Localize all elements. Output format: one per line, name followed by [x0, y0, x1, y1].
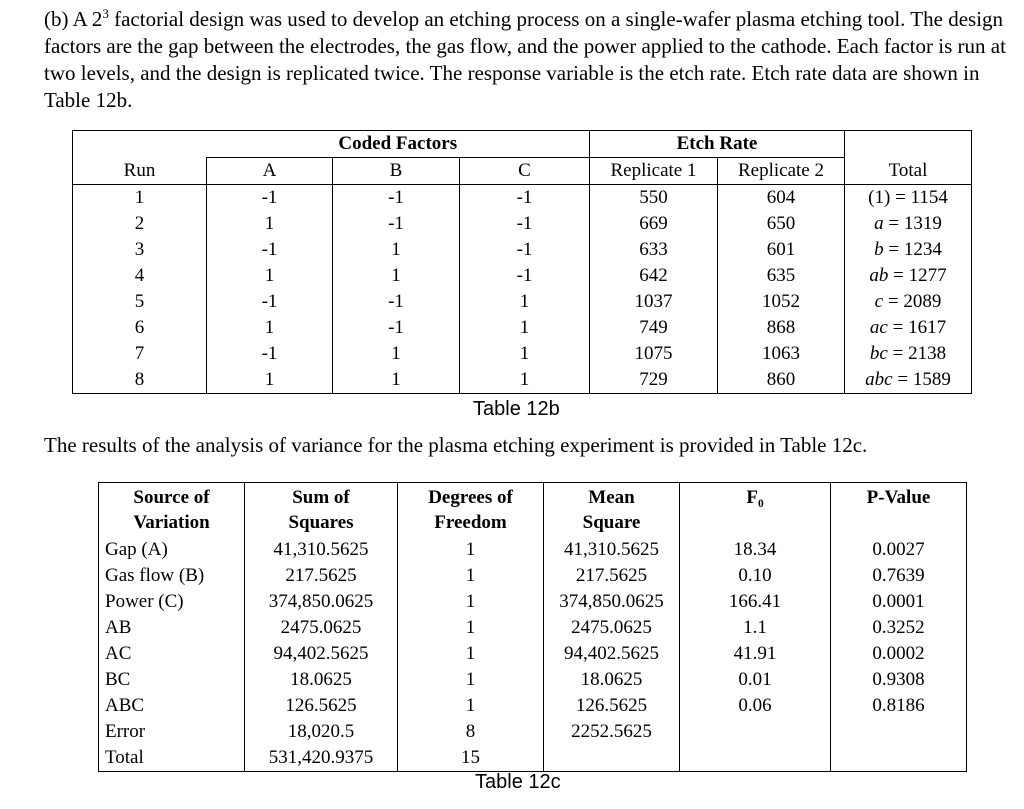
cell-b: -1 [333, 315, 460, 341]
cell-df: 1 [398, 589, 544, 615]
etch-rate-header: Etch Rate [590, 131, 845, 158]
cell-total [845, 341, 972, 367]
cell-r1: 749 [590, 315, 718, 341]
cell-b: -1 [333, 289, 460, 315]
cell-p: 0.9308 [831, 667, 967, 693]
cell-run: 5 [73, 289, 207, 315]
total-label: abc [865, 369, 893, 390]
header-f0: F₀ [680, 483, 831, 538]
cell-ss: 18,020.5 [245, 719, 398, 745]
anova-sentence: The results of the analysis of variance for the plasma etching experiment is provided in Table 12c. [44, 433, 868, 457]
cell-df: 1 [398, 641, 544, 667]
cell-r1: 1037 [590, 289, 718, 315]
cell-ms: 374,850.0625 [544, 589, 680, 615]
cell-c: 1 [460, 289, 590, 315]
cell-r2: 601 [718, 237, 845, 263]
total-label: b [874, 239, 884, 260]
cell-f: 166.41 [680, 589, 831, 615]
cell-ms: 41,310.5625 [544, 537, 680, 563]
cell-run: 2 [73, 211, 207, 237]
table-row [99, 667, 967, 693]
total-label: (1) [868, 187, 891, 208]
cell-r2: 860 [718, 367, 845, 394]
cell-a: 1 [207, 263, 333, 289]
cell-source: Gas flow (B) [99, 563, 245, 589]
cell-r1: 1075 [590, 341, 718, 367]
col-header-c: C [460, 158, 590, 185]
cell-source: Error [99, 719, 245, 745]
cell-r2: 650 [718, 211, 845, 237]
intro-superscript: 3 [102, 6, 109, 21]
header-mean-square: Mean Square [544, 483, 680, 538]
table-row [73, 315, 972, 341]
cell-df: 15 [398, 745, 544, 772]
cell-run: 8 [73, 367, 207, 394]
total-value: = 2138 [892, 343, 947, 364]
cell-c: 1 [460, 367, 590, 394]
cell-f: 1.1 [680, 615, 831, 641]
header-source: Source of Variation [99, 483, 245, 538]
table-row [73, 263, 972, 289]
cell-ms: 94,402.5625 [544, 641, 680, 667]
cell-ms [544, 745, 680, 772]
cell-source: Total [99, 745, 245, 772]
cell-total [845, 237, 972, 263]
cell-a: -1 [207, 289, 333, 315]
cell-df: 1 [398, 615, 544, 641]
cell-c: -1 [460, 263, 590, 289]
cell-df: 1 [398, 693, 544, 719]
total-label: ac [869, 317, 888, 338]
cell-r1: 642 [590, 263, 718, 289]
cell-run: 6 [73, 315, 207, 341]
cell-c: 1 [460, 315, 590, 341]
cell-r2: 1063 [718, 341, 845, 367]
total-value: = 1319 [888, 213, 942, 234]
cell-r2: 604 [718, 185, 845, 212]
table-row [73, 367, 972, 394]
total-value: = 1589 [897, 369, 951, 390]
cell-p: 0.8186 [831, 693, 967, 719]
cell-a: 1 [207, 367, 333, 394]
table-row [73, 185, 972, 212]
table-row [99, 589, 967, 615]
table-row [99, 615, 967, 641]
cell-df: 1 [398, 563, 544, 589]
col-header-replicate-1: Replicate 1 [590, 158, 718, 185]
coded-factors-header: Coded Factors [207, 131, 590, 158]
cell-a: -1 [207, 341, 333, 367]
cell-f [680, 745, 831, 772]
header-p-value: P-Value [831, 483, 967, 538]
cell-source: ABC [99, 693, 245, 719]
table-row [99, 563, 967, 589]
cell-r1: 669 [590, 211, 718, 237]
cell-b: -1 [333, 185, 460, 212]
cell-b: 1 [333, 367, 460, 394]
cell-c: -1 [460, 185, 590, 212]
total-label: a [874, 213, 884, 234]
cell-c: -1 [460, 211, 590, 237]
total-label: bc [869, 343, 888, 364]
cell-total [845, 185, 972, 212]
table-row [99, 693, 967, 719]
cell-ss: 41,310.5625 [245, 537, 398, 563]
total-value: = 1234 [888, 239, 942, 260]
cell-a: -1 [207, 237, 333, 263]
table-12b [72, 130, 972, 394]
cell-p: 0.0002 [831, 641, 967, 667]
header-sum-of-squares: Sum of Squares [245, 483, 398, 538]
table-row [99, 745, 967, 772]
cell-f [680, 719, 831, 745]
cell-f: 0.01 [680, 667, 831, 693]
cell-source: Gap (A) [99, 537, 245, 563]
cell-r2: 868 [718, 315, 845, 341]
total-label: c [874, 291, 884, 312]
cell-total [845, 263, 972, 289]
cell-ss: 18.0625 [245, 667, 398, 693]
cell-df: 8 [398, 719, 544, 745]
total-value: = 1277 [893, 265, 947, 286]
cell-f: 41.91 [680, 641, 831, 667]
table-row [73, 341, 972, 367]
cell-ss: 2475.0625 [245, 615, 398, 641]
table-row [99, 641, 967, 667]
cell-f: 0.06 [680, 693, 831, 719]
cell-ms: 2252.5625 [544, 719, 680, 745]
cell-p [831, 719, 967, 745]
cell-ms: 18.0625 [544, 667, 680, 693]
cell-p: 0.0027 [831, 537, 967, 563]
cell-p [831, 745, 967, 772]
cell-run: 7 [73, 341, 207, 367]
table-row [73, 289, 972, 315]
cell-ss: 374,850.0625 [245, 589, 398, 615]
cell-ms: 217.5625 [544, 563, 680, 589]
cell-ss: 531,420.9375 [245, 745, 398, 772]
cell-r1: 633 [590, 237, 718, 263]
cell-a: -1 [207, 185, 333, 212]
cell-total [845, 289, 972, 315]
total-label: ab [869, 265, 889, 286]
intro-prefix: (b) A 2 [44, 7, 103, 31]
table-row [73, 211, 972, 237]
cell-b: 1 [333, 263, 460, 289]
table-row [99, 719, 967, 745]
cell-ms: 126.5625 [544, 693, 680, 719]
cell-run: 1 [73, 185, 207, 212]
table-row [99, 537, 967, 563]
col-header-total: Total [845, 158, 972, 185]
table-row [73, 237, 972, 263]
cell-ss: 94,402.5625 [245, 641, 398, 667]
cell-ss: 126.5625 [245, 693, 398, 719]
col-header-b: B [333, 158, 460, 185]
cell-df: 1 [398, 667, 544, 693]
cell-source: BC [99, 667, 245, 693]
total-value: = 1154 [895, 187, 948, 208]
cell-df: 1 [398, 537, 544, 563]
cell-f: 18.34 [680, 537, 831, 563]
cell-ms: 2475.0625 [544, 615, 680, 641]
table-12c [98, 482, 967, 772]
cell-p: 0.0001 [831, 589, 967, 615]
col-header-a: A [207, 158, 333, 185]
intro-text: factorial design was used to develop an etching process on a single-wafer plasma etching tool. The design factors are the gap between the electrodes, the gas flow, and the power applied to the cathode. Each factor is run at two levels, and the design is replicated twice. The response variable is the etch rate. Etch rate data are shown in Table 12b. [44, 7, 1006, 112]
table-12c-caption: Table 12c [475, 771, 561, 793]
cell-source: AC [99, 641, 245, 667]
cell-ss: 217.5625 [245, 563, 398, 589]
cell-p: 0.3252 [831, 615, 967, 641]
cell-r2: 1052 [718, 289, 845, 315]
cell-b: -1 [333, 211, 460, 237]
col-header-run: Run [73, 158, 207, 185]
cell-total [845, 367, 972, 394]
cell-total [845, 211, 972, 237]
cell-r1: 550 [590, 185, 718, 212]
cell-total [845, 315, 972, 341]
cell-c: 1 [460, 341, 590, 367]
cell-p: 0.7639 [831, 563, 967, 589]
total-value: = 1617 [892, 317, 947, 338]
cell-source: AB [99, 615, 245, 641]
header-degrees-of-freedom: Degrees of Freedom [398, 483, 544, 538]
cell-run: 3 [73, 237, 207, 263]
cell-r1: 729 [590, 367, 718, 394]
cell-a: 1 [207, 211, 333, 237]
intro-paragraph [44, 6, 1006, 114]
cell-f: 0.10 [680, 563, 831, 589]
cell-b: 1 [333, 237, 460, 263]
cell-r2: 635 [718, 263, 845, 289]
table-12b-caption: Table 12b [473, 398, 560, 420]
cell-run: 4 [73, 263, 207, 289]
total-value: = 2089 [887, 291, 942, 312]
col-header-replicate-2: Replicate 2 [718, 158, 845, 185]
cell-a: 1 [207, 315, 333, 341]
cell-c: -1 [460, 237, 590, 263]
cell-source: Power (C) [99, 589, 245, 615]
cell-b: 1 [333, 341, 460, 367]
